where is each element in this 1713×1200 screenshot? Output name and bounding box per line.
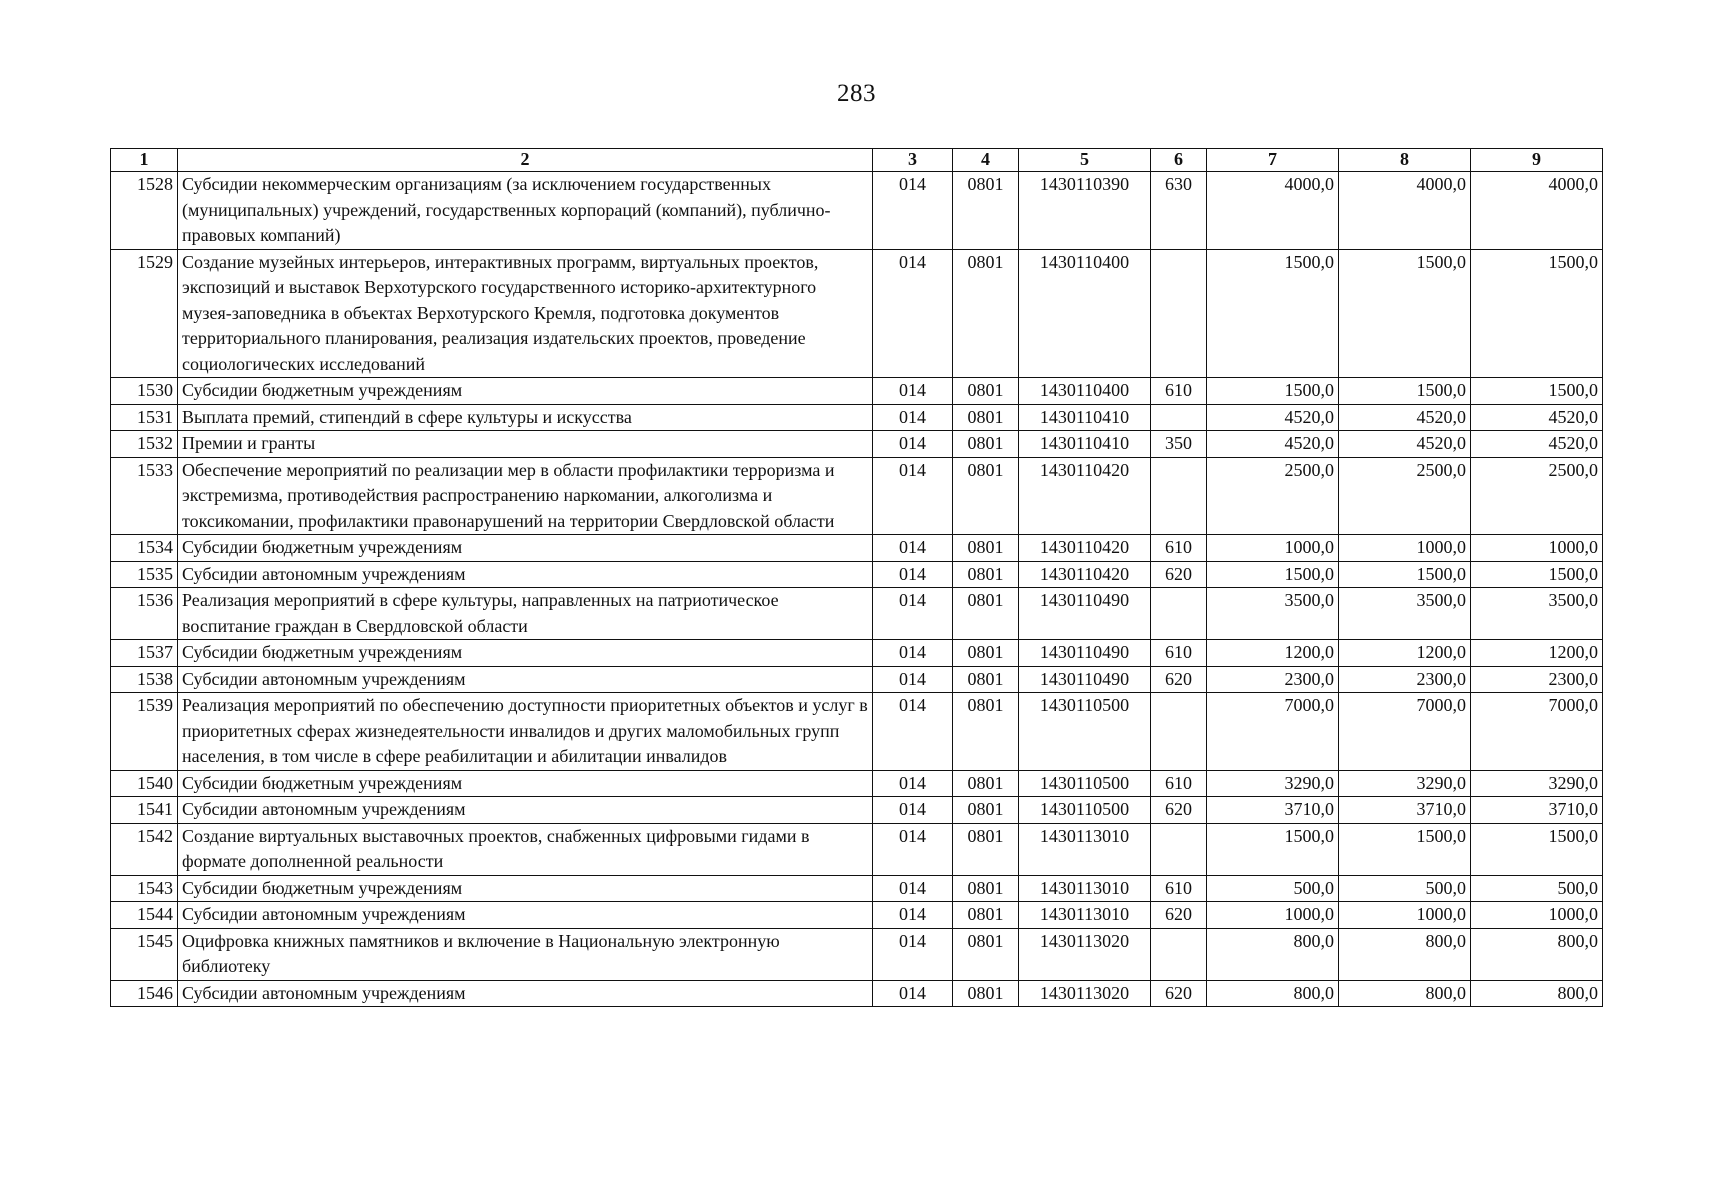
column-header: 7 <box>1207 149 1339 172</box>
column-6-cell: 620 <box>1151 561 1207 588</box>
column-4-cell: 0801 <box>953 535 1019 562</box>
column-9-amount-cell: 800,0 <box>1471 980 1603 1007</box>
item-name-cell: Субсидии бюджетным учреждениям <box>178 770 873 797</box>
item-name-cell: Реализация мероприятий в сфере культуры, направленных на патриотическое воспитание граждан в Свердловской области <box>178 588 873 640</box>
table-row <box>111 431 1603 458</box>
row-number-cell: 1544 <box>111 902 178 929</box>
column-5-cell: 1430110500 <box>1019 693 1151 771</box>
column-4-cell: 0801 <box>953 875 1019 902</box>
column-6-cell: 610 <box>1151 535 1207 562</box>
item-name-cell: Обеспечение мероприятий по реализации мер в области профилактики терроризма и экстремизма, противодействия распространению наркомании, алкоголизма и токсикомании, профилактики правонарушений на территории Свердловской области <box>178 457 873 535</box>
column-8-amount-cell: 1000,0 <box>1339 902 1471 929</box>
column-5-cell: 1430110490 <box>1019 588 1151 640</box>
column-5-cell: 1430110420 <box>1019 561 1151 588</box>
column-9-amount-cell: 1000,0 <box>1471 902 1603 929</box>
table-row <box>111 588 1603 640</box>
column-6-cell <box>1151 588 1207 640</box>
column-8-amount-cell: 800,0 <box>1339 928 1471 980</box>
column-3-cell: 014 <box>873 902 953 929</box>
item-name-cell: Субсидии бюджетным учреждениям <box>178 378 873 405</box>
item-name-cell: Субсидии бюджетным учреждениям <box>178 875 873 902</box>
column-header: 8 <box>1339 149 1471 172</box>
table-row <box>111 928 1603 980</box>
column-9-amount-cell: 1000,0 <box>1471 535 1603 562</box>
column-4-cell: 0801 <box>953 561 1019 588</box>
column-9-amount-cell: 3290,0 <box>1471 770 1603 797</box>
item-name-cell: Субсидии некоммерческим организациям (за исключением государственных (муниципальных) учреждений, государственных корпораций (компаний), публично-правовых компаний) <box>178 172 873 250</box>
column-9-amount-cell: 4000,0 <box>1471 172 1603 250</box>
column-7-amount-cell: 800,0 <box>1207 980 1339 1007</box>
column-header: 6 <box>1151 149 1207 172</box>
table-row <box>111 172 1603 250</box>
column-6-cell: 610 <box>1151 770 1207 797</box>
column-4-cell: 0801 <box>953 693 1019 771</box>
row-number-cell: 1537 <box>111 640 178 667</box>
row-number-cell: 1545 <box>111 928 178 980</box>
column-9-amount-cell: 4520,0 <box>1471 404 1603 431</box>
column-5-cell: 1430113020 <box>1019 980 1151 1007</box>
column-4-cell: 0801 <box>953 172 1019 250</box>
row-number-cell: 1540 <box>111 770 178 797</box>
column-5-cell: 1430110410 <box>1019 431 1151 458</box>
column-8-amount-cell: 2500,0 <box>1339 457 1471 535</box>
column-header: 4 <box>953 149 1019 172</box>
column-header: 1 <box>111 149 178 172</box>
table-row <box>111 457 1603 535</box>
column-7-amount-cell: 3290,0 <box>1207 770 1339 797</box>
column-6-cell <box>1151 404 1207 431</box>
item-name-cell: Субсидии автономным учреждениям <box>178 902 873 929</box>
table-row <box>111 249 1603 378</box>
column-3-cell: 014 <box>873 172 953 250</box>
column-6-cell: 610 <box>1151 378 1207 405</box>
item-name-cell: Создание музейных интерьеров, интерактивных программ, виртуальных проектов, экспозиций и выставок Верхотурского государственного историко-архитектурного музея-заповедника в объектах Верхотурского Кремля, подготовка документов территориального планирования, реализация издательских проектов, проведение социологических исследований <box>178 249 873 378</box>
table-row <box>111 902 1603 929</box>
column-5-cell: 1430110500 <box>1019 797 1151 824</box>
column-6-cell <box>1151 457 1207 535</box>
column-5-cell: 1430110410 <box>1019 404 1151 431</box>
column-6-cell: 620 <box>1151 902 1207 929</box>
row-number-cell: 1535 <box>111 561 178 588</box>
table-row <box>111 980 1603 1007</box>
column-7-amount-cell: 500,0 <box>1207 875 1339 902</box>
row-number-cell: 1543 <box>111 875 178 902</box>
row-number-cell: 1546 <box>111 980 178 1007</box>
column-9-amount-cell: 2300,0 <box>1471 666 1603 693</box>
column-8-amount-cell: 3290,0 <box>1339 770 1471 797</box>
header-row <box>111 149 1603 172</box>
column-8-amount-cell: 4000,0 <box>1339 172 1471 250</box>
column-5-cell: 1430110390 <box>1019 172 1151 250</box>
column-6-cell: 620 <box>1151 666 1207 693</box>
column-4-cell: 0801 <box>953 249 1019 378</box>
column-5-cell: 1430110400 <box>1019 378 1151 405</box>
column-8-amount-cell: 800,0 <box>1339 980 1471 1007</box>
column-3-cell: 014 <box>873 666 953 693</box>
row-number-cell: 1529 <box>111 249 178 378</box>
table-row <box>111 535 1603 562</box>
column-3-cell: 014 <box>873 378 953 405</box>
column-5-cell: 1430110420 <box>1019 535 1151 562</box>
column-6-cell: 620 <box>1151 980 1207 1007</box>
column-4-cell: 0801 <box>953 770 1019 797</box>
column-3-cell: 014 <box>873 431 953 458</box>
item-name-cell: Субсидии автономным учреждениям <box>178 561 873 588</box>
column-4-cell: 0801 <box>953 928 1019 980</box>
column-6-cell: 610 <box>1151 875 1207 902</box>
column-6-cell: 610 <box>1151 640 1207 667</box>
column-4-cell: 0801 <box>953 980 1019 1007</box>
column-6-cell <box>1151 928 1207 980</box>
column-6-cell <box>1151 823 1207 875</box>
table-row <box>111 404 1603 431</box>
table-row <box>111 823 1603 875</box>
item-name-cell: Оцифровка книжных памятников и включение в Национальную электронную библиотеку <box>178 928 873 980</box>
column-9-amount-cell: 1200,0 <box>1471 640 1603 667</box>
column-3-cell: 014 <box>873 875 953 902</box>
column-4-cell: 0801 <box>953 431 1019 458</box>
column-7-amount-cell: 3500,0 <box>1207 588 1339 640</box>
column-8-amount-cell: 1000,0 <box>1339 535 1471 562</box>
column-9-amount-cell: 3500,0 <box>1471 588 1603 640</box>
column-3-cell: 014 <box>873 588 953 640</box>
column-9-amount-cell: 4520,0 <box>1471 431 1603 458</box>
column-7-amount-cell: 4000,0 <box>1207 172 1339 250</box>
column-7-amount-cell: 1000,0 <box>1207 902 1339 929</box>
column-5-cell: 1430113020 <box>1019 928 1151 980</box>
column-6-cell <box>1151 249 1207 378</box>
row-number-cell: 1534 <box>111 535 178 562</box>
table-row <box>111 561 1603 588</box>
table-row <box>111 693 1603 771</box>
row-number-cell: 1530 <box>111 378 178 405</box>
column-5-cell: 1430113010 <box>1019 823 1151 875</box>
column-8-amount-cell: 2300,0 <box>1339 666 1471 693</box>
column-8-amount-cell: 3710,0 <box>1339 797 1471 824</box>
column-5-cell: 1430110500 <box>1019 770 1151 797</box>
item-name-cell: Субсидии автономным учреждениям <box>178 797 873 824</box>
column-3-cell: 014 <box>873 535 953 562</box>
column-7-amount-cell: 3710,0 <box>1207 797 1339 824</box>
column-9-amount-cell: 7000,0 <box>1471 693 1603 771</box>
column-5-cell: 1430110400 <box>1019 249 1151 378</box>
budget-table <box>110 148 1603 1007</box>
column-4-cell: 0801 <box>953 378 1019 405</box>
page-number: 283 <box>837 80 876 107</box>
column-4-cell: 0801 <box>953 588 1019 640</box>
column-8-amount-cell: 1500,0 <box>1339 378 1471 405</box>
row-number-cell: 1542 <box>111 823 178 875</box>
column-8-amount-cell: 1500,0 <box>1339 561 1471 588</box>
column-9-amount-cell: 800,0 <box>1471 928 1603 980</box>
column-3-cell: 014 <box>873 457 953 535</box>
column-7-amount-cell: 1200,0 <box>1207 640 1339 667</box>
table-row <box>111 797 1603 824</box>
item-name-cell: Выплата премий, стипендий в сфере культуры и искусства <box>178 404 873 431</box>
column-3-cell: 014 <box>873 249 953 378</box>
column-9-amount-cell: 2500,0 <box>1471 457 1603 535</box>
column-7-amount-cell: 1500,0 <box>1207 561 1339 588</box>
table-row <box>111 666 1603 693</box>
table-row <box>111 875 1603 902</box>
column-header: 3 <box>873 149 953 172</box>
column-5-cell: 1430113010 <box>1019 875 1151 902</box>
column-8-amount-cell: 7000,0 <box>1339 693 1471 771</box>
column-3-cell: 014 <box>873 797 953 824</box>
column-9-amount-cell: 500,0 <box>1471 875 1603 902</box>
row-number-cell: 1541 <box>111 797 178 824</box>
column-7-amount-cell: 4520,0 <box>1207 431 1339 458</box>
column-8-amount-cell: 1500,0 <box>1339 823 1471 875</box>
column-9-amount-cell: 1500,0 <box>1471 561 1603 588</box>
column-4-cell: 0801 <box>953 404 1019 431</box>
column-7-amount-cell: 4520,0 <box>1207 404 1339 431</box>
row-number-cell: 1533 <box>111 457 178 535</box>
column-9-amount-cell: 1500,0 <box>1471 249 1603 378</box>
row-number-cell: 1531 <box>111 404 178 431</box>
column-6-cell <box>1151 693 1207 771</box>
column-6-cell: 350 <box>1151 431 1207 458</box>
item-name-cell: Субсидии бюджетным учреждениям <box>178 640 873 667</box>
column-8-amount-cell: 3500,0 <box>1339 588 1471 640</box>
column-6-cell: 630 <box>1151 172 1207 250</box>
column-3-cell: 014 <box>873 823 953 875</box>
column-3-cell: 014 <box>873 404 953 431</box>
column-3-cell: 014 <box>873 980 953 1007</box>
column-4-cell: 0801 <box>953 640 1019 667</box>
column-3-cell: 014 <box>873 640 953 667</box>
column-6-cell: 620 <box>1151 797 1207 824</box>
column-8-amount-cell: 4520,0 <box>1339 431 1471 458</box>
row-number-cell: 1532 <box>111 431 178 458</box>
table-row <box>111 640 1603 667</box>
column-3-cell: 014 <box>873 928 953 980</box>
column-3-cell: 014 <box>873 561 953 588</box>
row-number-cell: 1528 <box>111 172 178 250</box>
column-4-cell: 0801 <box>953 797 1019 824</box>
column-9-amount-cell: 1500,0 <box>1471 378 1603 405</box>
item-name-cell: Субсидии автономным учреждениям <box>178 980 873 1007</box>
column-header: 2 <box>178 149 873 172</box>
column-7-amount-cell: 1500,0 <box>1207 378 1339 405</box>
column-5-cell: 1430110490 <box>1019 640 1151 667</box>
column-9-amount-cell: 3710,0 <box>1471 797 1603 824</box>
item-name-cell: Реализация мероприятий по обеспечению доступности приоритетных объектов и услуг в приоритетных сферах жизнедеятельности инвалидов и других маломобильных групп населения, в том числе в сфере реабилитации и абилитации инвалидов <box>178 693 873 771</box>
column-8-amount-cell: 1500,0 <box>1339 249 1471 378</box>
column-header: 9 <box>1471 149 1603 172</box>
column-7-amount-cell: 2500,0 <box>1207 457 1339 535</box>
column-4-cell: 0801 <box>953 666 1019 693</box>
column-7-amount-cell: 1500,0 <box>1207 823 1339 875</box>
column-3-cell: 014 <box>873 770 953 797</box>
column-4-cell: 0801 <box>953 457 1019 535</box>
row-number-cell: 1538 <box>111 666 178 693</box>
column-3-cell: 014 <box>873 693 953 771</box>
item-name-cell: Премии и гранты <box>178 431 873 458</box>
column-4-cell: 0801 <box>953 902 1019 929</box>
column-5-cell: 1430110420 <box>1019 457 1151 535</box>
column-7-amount-cell: 1500,0 <box>1207 249 1339 378</box>
column-9-amount-cell: 1500,0 <box>1471 823 1603 875</box>
column-4-cell: 0801 <box>953 823 1019 875</box>
column-7-amount-cell: 800,0 <box>1207 928 1339 980</box>
item-name-cell: Субсидии бюджетным учреждениям <box>178 535 873 562</box>
column-7-amount-cell: 2300,0 <box>1207 666 1339 693</box>
column-header: 5 <box>1019 149 1151 172</box>
column-8-amount-cell: 1200,0 <box>1339 640 1471 667</box>
item-name-cell: Создание виртуальных выставочных проектов, снабженных цифровыми гидами в формате дополненной реальности <box>178 823 873 875</box>
item-name-cell: Субсидии автономным учреждениям <box>178 666 873 693</box>
table-body <box>111 172 1603 1007</box>
column-5-cell: 1430113010 <box>1019 902 1151 929</box>
column-7-amount-cell: 1000,0 <box>1207 535 1339 562</box>
column-7-amount-cell: 7000,0 <box>1207 693 1339 771</box>
table-row <box>111 770 1603 797</box>
column-8-amount-cell: 500,0 <box>1339 875 1471 902</box>
table-row <box>111 378 1603 405</box>
column-5-cell: 1430110490 <box>1019 666 1151 693</box>
column-8-amount-cell: 4520,0 <box>1339 404 1471 431</box>
row-number-cell: 1539 <box>111 693 178 771</box>
row-number-cell: 1536 <box>111 588 178 640</box>
